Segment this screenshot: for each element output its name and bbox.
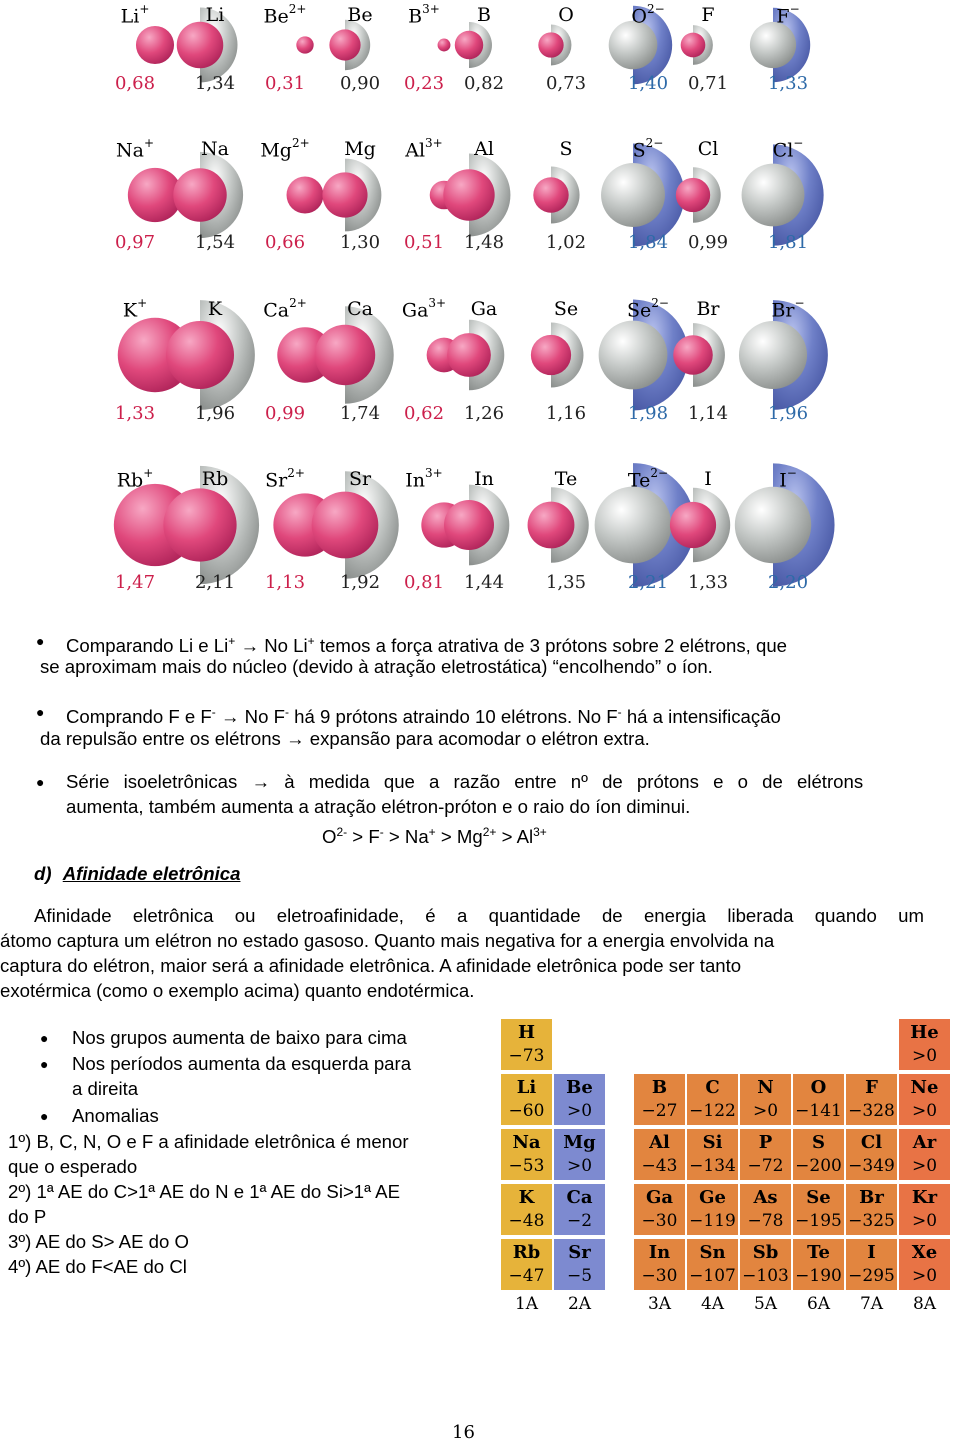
bullet-dot: ● — [40, 1108, 49, 1124]
ion-label: Ga — [470, 298, 498, 320]
ion-radius-value: 0,73 — [545, 73, 587, 94]
inner-sphere — [173, 168, 226, 221]
section-heading: d) Afinidade eletrônica — [34, 863, 241, 884]
ionic-radius-figure — [0, 0, 960, 610]
element-symbol: Ne — [910, 1077, 939, 1098]
element-symbol: Sb — [752, 1242, 779, 1263]
element-symbol: As — [753, 1187, 778, 1208]
ion-radius-value: 0,99 — [264, 403, 306, 424]
bullet-1-line-1: Comparando Li e Li+ → No Li+ temos a força atrativa de 3 prótons sobre 2 elétrons, que — [66, 634, 788, 657]
trend-anomalies: Anomalias — [72, 1105, 159, 1126]
element-cell — [633, 1238, 686, 1291]
inner-sphere — [750, 22, 796, 68]
electron-affinity-value: >0 — [911, 1101, 938, 1121]
electron-affinity-value: −119 — [689, 1211, 736, 1231]
ion-label: Te — [554, 468, 578, 490]
element-symbol: Ga — [645, 1187, 674, 1208]
element-cell — [792, 1183, 845, 1236]
ion-label: Se — [553, 298, 579, 320]
paragraph-line-2: átomo captura um elétron no estado gasoso. Quanto mais negativa for a energia envolvida na — [0, 930, 775, 951]
element-cell — [898, 1238, 951, 1291]
inner-sphere — [601, 163, 665, 227]
element-cell — [792, 1128, 845, 1181]
inner-sphere — [322, 172, 367, 217]
ion-label: Be — [347, 4, 373, 26]
ion-radius-value: 1,40 — [627, 73, 669, 94]
ion-radius-value: 0,31 — [264, 73, 306, 94]
element-symbol: Ar — [912, 1132, 937, 1153]
ion-label: $B^{3+}$ — [408, 2, 440, 28]
element-symbol: K — [518, 1187, 535, 1208]
ion-label: Br — [696, 298, 720, 320]
ion-label: F — [701, 4, 715, 26]
inner-sphere — [444, 500, 494, 550]
ion-radius-value: 1,33 — [767, 73, 809, 94]
electron-affinity-value: −43 — [641, 1156, 678, 1176]
ion-label: Rb+ — [116, 466, 154, 492]
bullet-1-line-2: se aproximam mais do núcleo (devido à atração eletrostática) “encolhendo” o íon. — [40, 656, 713, 677]
cation-sphere — [438, 39, 451, 52]
anomaly-2: 2º) 1ª AE do C>1ª AE do N e 1ª AE do Si>1ª AE — [8, 1181, 400, 1202]
ion-radius-value: 1,26 — [463, 403, 505, 424]
ion-label: $In^{3+}$ — [405, 466, 443, 492]
element-cell — [500, 1073, 553, 1126]
element-cell — [739, 1073, 792, 1126]
electron-affinity-value: −107 — [689, 1266, 736, 1286]
inner-sphere — [329, 29, 360, 60]
ion-radius-value: 1,33 — [687, 572, 729, 593]
ion-radius-value: 1,74 — [339, 403, 381, 424]
element-cell — [845, 1128, 898, 1181]
element-cell — [898, 1018, 951, 1071]
inner-sphere — [670, 502, 716, 548]
element-cell — [739, 1183, 792, 1236]
element-symbol: S — [812, 1132, 825, 1153]
ion-label: $Mg^{2+}$ — [260, 136, 310, 162]
element-symbol: Xe — [911, 1242, 938, 1263]
bullet-dot: ● — [36, 774, 45, 790]
inner-sphere — [455, 31, 483, 59]
ion-radius-value: 1,81 — [767, 232, 809, 253]
element-symbol: Be — [566, 1077, 593, 1098]
ion-label: $Al^{3+}$ — [405, 136, 443, 162]
ion-label: K+ — [122, 296, 148, 322]
element-cell — [500, 1183, 553, 1236]
element-symbol: Se — [806, 1187, 831, 1208]
element-cell — [633, 1073, 686, 1126]
anomaly-1-cont: que o esperado — [8, 1156, 138, 1177]
ion-label: Li+ — [120, 2, 150, 28]
element-symbol: C — [705, 1077, 720, 1098]
ion-radius-value: 2,20 — [767, 572, 809, 593]
element-symbol: H — [517, 1022, 535, 1043]
bullet-dot: ● — [36, 633, 45, 649]
element-symbol: Cl — [860, 1132, 883, 1153]
electron-affinity-value: −134 — [689, 1156, 736, 1176]
bullet-dot: ● — [40, 1056, 49, 1072]
element-cell — [633, 1128, 686, 1181]
ion-label: $Ga^{3+}$ — [401, 296, 447, 322]
arrow-icon: → — [251, 771, 271, 792]
element-symbol: Mg — [563, 1132, 596, 1153]
anomaly-3: 3º) AE do S> AE do O — [8, 1231, 189, 1252]
ion-radius-value: 0,68 — [114, 73, 156, 94]
group-label: 8A — [912, 1294, 937, 1314]
anomaly-2-cont: do P — [8, 1206, 47, 1227]
element-cell — [898, 1128, 951, 1181]
element-symbol: Rb — [512, 1242, 541, 1263]
ion-label: Mg — [344, 138, 376, 160]
inner-sphere — [538, 32, 563, 57]
ion-label: Rb — [201, 468, 229, 490]
ion-radius-value: 0,66 — [264, 232, 306, 253]
element-symbol: In — [648, 1242, 671, 1263]
arrow-icon: → — [240, 635, 260, 657]
electron-affinity-value: −141 — [795, 1101, 842, 1121]
trend-groups: Nos grupos aumenta de baixo para cima — [72, 1027, 407, 1048]
electron-affinity-value: −103 — [742, 1266, 789, 1286]
element-cell — [898, 1073, 951, 1126]
ion-label: Sr — [348, 468, 372, 490]
bullet-dot: ● — [40, 1030, 49, 1046]
arrow-icon: → — [286, 728, 305, 749]
ion-label: I− — [779, 466, 797, 492]
ion-label: Na — [201, 138, 229, 160]
ion-radius-value: 0,51 — [403, 232, 445, 253]
element-cell — [553, 1183, 606, 1236]
ion-label: $Be^{2+}$ — [263, 2, 307, 28]
anomaly-1: 1º) B, C, N, O e F a afinidade eletrônica é menor — [8, 1131, 409, 1152]
electron-affinity-value: −60 — [508, 1101, 545, 1121]
paragraph-line-1: Afinidade eletrônica ou eletroafinidade, é a quantidade de energia liberada quando um — [34, 905, 924, 926]
anomaly-4: 4º) AE do F<AE do Cl — [8, 1256, 187, 1277]
ion-label: $Ca^{2+}$ — [263, 296, 307, 322]
element-symbol: P — [758, 1132, 773, 1153]
electron-affinity-value: −48 — [508, 1211, 545, 1231]
ion-radius-value: 1,98 — [627, 403, 669, 424]
bullet-2-line-1: Comprando F e F- → No F- há 9 prótons atraindo 10 elétrons. No F- há a intensificação — [66, 705, 781, 728]
ion-radius-value: 1,13 — [264, 572, 306, 593]
inner-sphere — [673, 335, 713, 375]
inner-sphere — [447, 333, 491, 377]
element-symbol: N — [757, 1077, 774, 1098]
inner-sphere — [443, 169, 494, 220]
ion-label: $S^{2-}$ — [632, 136, 664, 162]
bullet-2-line-2: da repulsão entre os elétrons → expansão para acomodar o elétron extra. — [40, 728, 650, 749]
inner-sphere — [742, 164, 805, 227]
electron-affinity-value: −47 — [508, 1266, 545, 1286]
cation-sphere — [136, 26, 174, 64]
bullet-3-line-1: Série isoeletrônicas → à medida que a razão entre nº de prótons e o de elétrons — [66, 771, 864, 792]
element-cell — [792, 1238, 845, 1291]
element-cell — [500, 1018, 553, 1071]
inner-sphere — [735, 487, 811, 563]
ion-radius-value: 1,34 — [194, 73, 236, 94]
ion-label: Al — [474, 138, 494, 160]
ion-radius-value: 1,47 — [114, 572, 156, 593]
bullet-3-line-2: aumenta, também aumenta a atração elétron-próton e o raio do íon diminui. — [66, 796, 691, 817]
bullet-dot: ● — [36, 704, 45, 720]
element-symbol: Na — [512, 1132, 541, 1153]
element-cell — [686, 1183, 739, 1236]
element-cell — [633, 1183, 686, 1236]
inner-sphere — [681, 33, 706, 58]
element-cell — [686, 1128, 739, 1181]
electron-affinity-value: −27 — [641, 1101, 678, 1121]
isoelectronic-series: $O^{2-} > F^- > Na^+ > Mg^{2+} > Al^{3+}$ — [322, 825, 547, 848]
element-symbol: Te — [807, 1242, 830, 1263]
ion-radius-value: 1,96 — [767, 403, 809, 424]
electron-affinity-value: −195 — [795, 1211, 842, 1231]
electron-affinity-value: −2 — [566, 1211, 593, 1231]
group-label: 7A — [859, 1294, 884, 1314]
electron-affinity-value: −325 — [848, 1211, 895, 1231]
ion-radius-value: 0,90 — [339, 73, 381, 94]
ion-label: Br− — [771, 296, 805, 322]
element-cell — [553, 1238, 606, 1291]
element-symbol: O — [810, 1077, 827, 1098]
inner-sphere — [312, 492, 379, 559]
group-label: 3A — [647, 1294, 672, 1314]
element-cell — [739, 1128, 792, 1181]
ion-label: Na+ — [115, 136, 154, 162]
electron-affinity-value: −78 — [747, 1211, 784, 1231]
group-label: 1A — [514, 1294, 539, 1314]
electron-affinity-value: >0 — [911, 1266, 938, 1286]
group-label: 6A — [806, 1294, 831, 1314]
trend-periods-cont: a direita — [72, 1078, 139, 1099]
element-symbol: F — [865, 1077, 878, 1098]
element-symbol: Al — [649, 1132, 670, 1153]
arrow-icon: → — [220, 706, 240, 728]
electron-affinity-value: >0 — [752, 1101, 779, 1121]
ion-radius-value: 1,92 — [339, 572, 381, 593]
ion-radius-value: 1,96 — [194, 403, 236, 424]
element-symbol: Ge — [699, 1187, 726, 1208]
element-cell — [553, 1073, 606, 1126]
ion-label: $Sr^{2+}$ — [265, 466, 305, 492]
ion-label: $O^{2-}$ — [631, 2, 665, 28]
ion-label: F− — [776, 2, 800, 28]
ion-label: Ca — [347, 298, 373, 320]
ion-radius-value: 1,35 — [545, 572, 587, 593]
inner-sphere — [676, 178, 710, 212]
ion-radius-value: 0,71 — [687, 73, 729, 94]
inner-sphere — [599, 321, 668, 390]
element-symbol: Si — [702, 1132, 723, 1153]
inner-sphere — [739, 321, 807, 389]
trend-periods: Nos períodos aumenta da esquerda para — [72, 1053, 412, 1074]
electron-affinity-value: −349 — [848, 1156, 895, 1176]
ion-radius-value: 0,23 — [403, 73, 445, 94]
inner-sphere — [166, 321, 234, 389]
element-symbol: Sn — [699, 1242, 726, 1263]
group-label: 2A — [567, 1294, 592, 1314]
ion-label: In — [474, 468, 494, 490]
page-number: 16 — [452, 1422, 475, 1443]
electron-affinity-value: −190 — [795, 1266, 842, 1286]
ion-label: B — [477, 4, 491, 26]
ion-radius-value: 0,82 — [463, 73, 505, 94]
electron-affinity-value: >0 — [911, 1156, 938, 1176]
ion-label: S — [559, 138, 573, 160]
electron-affinity-value: −73 — [508, 1046, 545, 1066]
ion-radius-value: 1,02 — [545, 232, 587, 253]
element-cell — [500, 1128, 553, 1181]
ion-label: I — [704, 468, 712, 490]
element-cell — [845, 1183, 898, 1236]
ion-label: Cl− — [772, 136, 804, 162]
ion-radius-value: 0,62 — [403, 403, 445, 424]
inner-sphere — [533, 177, 568, 212]
ion-radius-value: 1,33 — [114, 403, 156, 424]
element-symbol: Sr — [568, 1242, 591, 1263]
element-symbol: B — [651, 1077, 668, 1098]
electron-affinity-value: −200 — [795, 1156, 842, 1176]
ion-radius-value: 2,21 — [627, 572, 669, 593]
ion-label: Li — [205, 4, 225, 26]
paragraph-line-3: captura do elétron, maior será a afinidade eletrônica. A afinidade eletrônica pode ser tanto — [0, 955, 742, 976]
element-cell — [500, 1238, 553, 1291]
ion-label: $Se^{2-}$ — [627, 296, 669, 322]
element-cell — [845, 1238, 898, 1291]
group-label: 4A — [700, 1294, 725, 1314]
ion-radius-value: 1,48 — [463, 232, 505, 253]
ion-radius-value: 1,30 — [339, 232, 381, 253]
ion-label: $Te^{2-}$ — [627, 466, 669, 492]
electron-affinity-value: >0 — [566, 1156, 593, 1176]
electron-affinity-value: >0 — [911, 1046, 938, 1066]
inner-sphere — [595, 487, 672, 564]
element-symbol: Ca — [566, 1187, 593, 1208]
cation-sphere — [296, 36, 313, 53]
element-cell — [553, 1128, 606, 1181]
ion-radius-value: 1,16 — [545, 403, 587, 424]
paragraph-line-4: exotérmica (como o exemplo acima) quanto endotérmica. — [0, 980, 475, 1001]
inner-sphere — [163, 488, 236, 561]
element-symbol: Br — [859, 1187, 884, 1208]
ion-radius-value: 1,84 — [627, 232, 669, 253]
ion-radius-value: 0,99 — [687, 232, 729, 253]
element-symbol: Kr — [911, 1187, 938, 1208]
inner-sphere — [177, 22, 224, 69]
inner-sphere — [528, 502, 575, 549]
inner-sphere — [315, 325, 375, 385]
ion-radius-value: 0,97 — [114, 232, 156, 253]
ion-label: Cl — [697, 138, 719, 160]
ion-radius-value: 2,11 — [194, 572, 236, 593]
ion-radius-value: 0,81 — [403, 572, 445, 593]
inner-sphere — [609, 21, 658, 70]
element-cell — [686, 1073, 739, 1126]
ion-radius-value: 1,44 — [463, 572, 505, 593]
inner-sphere — [531, 335, 571, 375]
element-cell — [845, 1073, 898, 1126]
element-symbol: I — [867, 1242, 876, 1263]
electron-affinity-value: −122 — [689, 1101, 736, 1121]
group-label: 5A — [753, 1294, 778, 1314]
element-cell — [898, 1183, 951, 1236]
electron-affinity-value: −30 — [641, 1211, 678, 1231]
electron-affinity-value: −295 — [848, 1266, 895, 1286]
electron-affinity-value: −5 — [566, 1266, 593, 1286]
electron-affinity-value: −53 — [508, 1156, 545, 1176]
element-cell — [686, 1238, 739, 1291]
ion-label: O — [558, 4, 574, 26]
element-symbol: Li — [516, 1077, 537, 1098]
electron-affinity-value: −30 — [641, 1266, 678, 1286]
electron-affinity-value: −328 — [848, 1101, 895, 1121]
element-cell — [792, 1073, 845, 1126]
electron-affinity-value: >0 — [566, 1101, 593, 1121]
ion-label: K — [207, 298, 223, 320]
ion-radius-value: 1,14 — [687, 403, 729, 424]
element-cell — [739, 1238, 792, 1291]
cation-sphere — [287, 177, 324, 214]
ion-radius-value: 1,54 — [194, 232, 236, 253]
electron-affinity-value: −72 — [747, 1156, 784, 1176]
element-symbol: He — [910, 1022, 939, 1043]
electron-affinity-value: >0 — [911, 1211, 938, 1231]
